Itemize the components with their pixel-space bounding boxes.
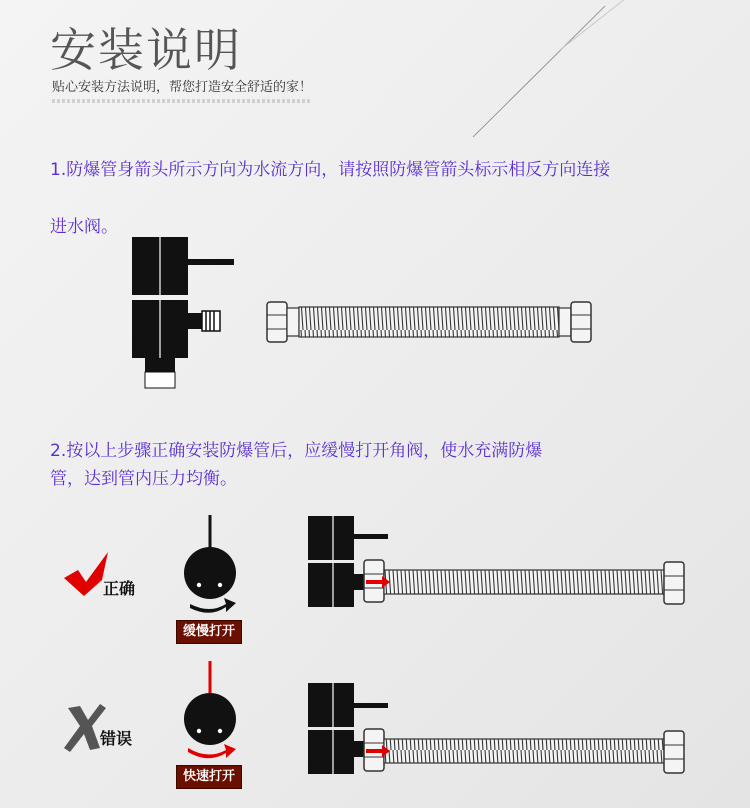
wrong-label: 错误 [100,729,133,748]
fast-rotate-arrow-icon [188,744,236,758]
step-1-line-1: 1.防爆管身箭头所示方向为水流方向，请按照防爆管箭头标示相反方向连接 [50,160,611,180]
page-subtitle: 贴心安装方法说明，帮您打造安全舒适的家！ [52,80,313,95]
page-title: 安装说明 [50,23,242,77]
step-1-line-2: 进水阀。 [50,217,118,237]
slow-open-tag: 缓慢打开 [176,620,242,644]
correct-label: 正确 [103,579,136,598]
step-2-line-2: 管，达到管内压力均衡。 [50,469,237,489]
fast-open-tag: 快速打开 [176,765,242,789]
step-2-line-1: 2.按以上步骤正确安装防爆管后，应缓慢打开角阀，使水充满防爆 [50,441,543,461]
valve-knob-icon [184,693,236,745]
